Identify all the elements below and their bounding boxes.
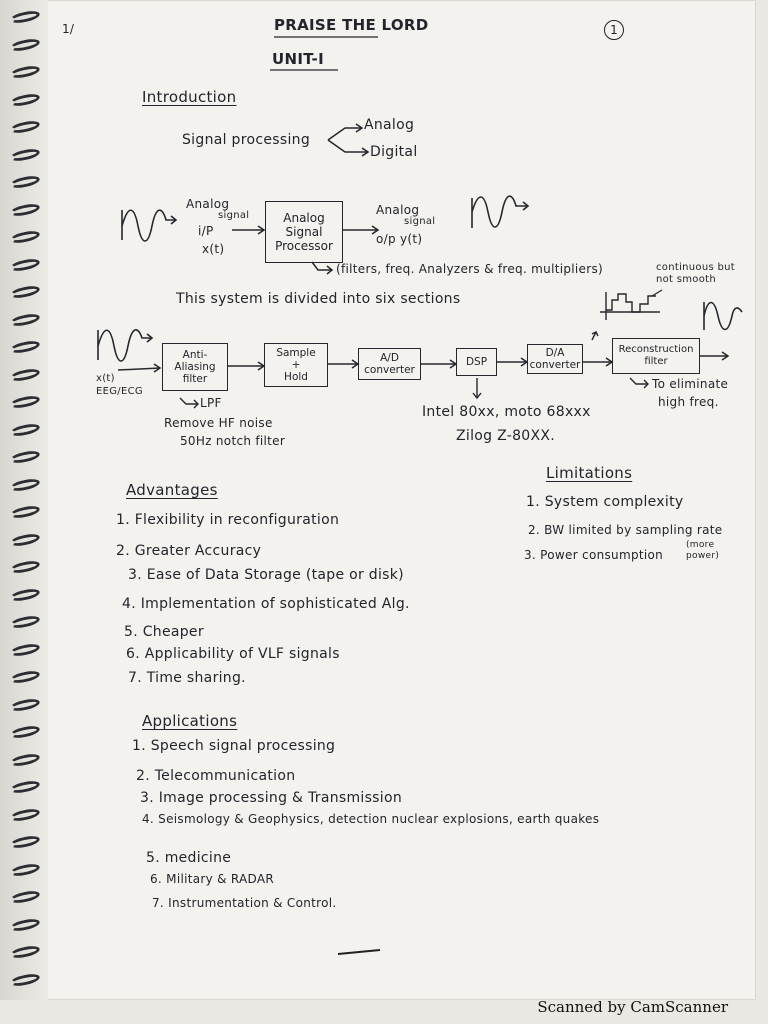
spiral-ring xyxy=(9,421,40,437)
spiral-ring xyxy=(9,751,40,767)
spiral-ring xyxy=(9,586,40,602)
limitation-item: 1. System complexity xyxy=(526,494,684,510)
chain-input-label: x(t) EEG/ECG xyxy=(96,373,143,397)
scanner-watermark: Scanned by CamScanner xyxy=(537,998,728,1016)
advantage-item: 3. Ease of Data Storage (tape or disk) xyxy=(128,567,404,583)
analog-output-label-3: o/p y(t) xyxy=(376,232,423,246)
lpf-note: LPF xyxy=(200,396,222,410)
power-note: (more power) xyxy=(686,540,720,561)
signal-processing-label: Signal processing xyxy=(182,132,311,148)
application-item: 7. Instrumentation & Control. xyxy=(152,896,337,910)
limitation-item: 2. BW limited by sampling rate xyxy=(528,523,723,537)
spiral-ring xyxy=(9,559,40,575)
ad-converter-block: A/D converter xyxy=(358,348,421,380)
processor-note-1: Intel 80xx, moto 68xxx xyxy=(422,404,591,420)
application-item: 3. Image processing & Transmission xyxy=(140,790,403,806)
application-item: 5. medicine xyxy=(146,850,232,866)
spiral-ring xyxy=(9,311,40,327)
spiral-ring xyxy=(9,834,40,850)
spiral-ring xyxy=(9,889,40,905)
spiral-ring xyxy=(9,256,40,272)
unit-heading: UNIT-I xyxy=(272,50,324,68)
remove-hf-note: Remove HF noise xyxy=(164,416,273,430)
spiral-ring xyxy=(9,449,40,465)
advantage-item: 4. Implementation of sophisticated Alg. xyxy=(122,596,410,612)
corner-mark: 1/ xyxy=(62,22,75,36)
application-item: 2. Telecommunication xyxy=(136,768,296,784)
application-item: 4. Seismology & Geophysics, detection nuclear explosions, earth quakes xyxy=(142,812,600,826)
spiral-ring xyxy=(9,201,40,217)
analog-output-label-2: signal xyxy=(404,216,436,227)
analog-processor-note: (filters, freq. Analyzers & freq. multipliers) xyxy=(336,262,603,276)
analog-output-label-1: Analog xyxy=(376,203,420,217)
spiral-ring xyxy=(9,9,40,25)
advantage-item: 7. Time sharing. xyxy=(128,670,246,686)
notch-filter-note: 50Hz notch filter xyxy=(180,434,286,448)
continuous-note: continuous but not smooth xyxy=(656,262,735,285)
spiral-ring xyxy=(9,229,40,245)
analog-input-label-1: Analog xyxy=(186,197,230,211)
spiral-ring xyxy=(9,64,40,80)
analog-input-label-4: x(t) xyxy=(202,242,225,256)
spiral-ring xyxy=(9,696,40,712)
advantage-item: 2. Greater Accuracy xyxy=(116,543,262,559)
limitations-heading: Limitations xyxy=(546,464,633,482)
applications-heading: Applications xyxy=(142,712,238,730)
spiral-ring xyxy=(9,284,40,300)
anti-aliasing-filter-block: Anti- Aliasing filter xyxy=(162,343,228,391)
digital-branch-label: Digital xyxy=(370,144,418,160)
advantage-item: 5. Cheaper xyxy=(124,624,204,640)
spiral-ring xyxy=(9,944,40,960)
analog-signal-processor-box: Analog Signal Processor xyxy=(265,201,343,263)
spiral-ring xyxy=(9,806,40,822)
advantages-heading: Advantages xyxy=(126,481,218,499)
spiral-ring xyxy=(9,531,40,547)
spiral-ring xyxy=(9,504,40,520)
application-item: 6. Military & RADAR xyxy=(150,872,275,886)
spiral-ring xyxy=(9,476,40,492)
spiral-ring xyxy=(9,641,40,657)
spiral-ring xyxy=(9,174,40,190)
spiral-ring xyxy=(9,146,40,162)
limitation-item: 3. Power consumption xyxy=(524,548,664,562)
processor-note-2: Zilog Z-80XX. xyxy=(456,428,556,444)
spiral-ring xyxy=(9,971,40,987)
recon-note-1: To eliminate xyxy=(652,377,729,391)
advantage-item: 6. Applicability of VLF signals xyxy=(126,646,340,662)
spiral-ring xyxy=(9,724,40,740)
spiral-ring xyxy=(9,394,40,410)
spiral-ring xyxy=(9,861,40,877)
sample-hold-block: Sample + Hold xyxy=(264,343,328,387)
spiral-ring xyxy=(9,339,40,355)
analog-input-label-2: signal xyxy=(218,210,250,221)
reconstruction-filter-block: Reconstruction filter xyxy=(612,338,700,374)
spiral-ring xyxy=(9,916,40,932)
da-converter-block: D/A converter xyxy=(527,344,583,374)
spiral-binding xyxy=(0,0,48,1000)
spiral-ring xyxy=(9,366,40,382)
spiral-ring xyxy=(9,119,40,135)
spiral-ring xyxy=(9,91,40,107)
spiral-ring xyxy=(9,779,40,795)
sections-text: This system is divided into six sections xyxy=(176,291,461,307)
recon-note-2: high freq. xyxy=(658,395,719,409)
analog-branch-label: Analog xyxy=(364,117,415,133)
page-number: 1 xyxy=(604,20,624,40)
page-title: PRAISE THE LORD xyxy=(274,16,429,34)
spiral-ring xyxy=(9,36,40,52)
introduction-heading: Introduction xyxy=(142,88,237,106)
spiral-ring xyxy=(9,614,40,630)
dsp-block: DSP xyxy=(456,348,497,376)
application-item: 1. Speech signal processing xyxy=(132,738,336,754)
analog-input-label-3: i/P xyxy=(198,224,214,238)
spiral-ring xyxy=(9,669,40,685)
advantage-item: 1. Flexibility in reconfiguration xyxy=(116,512,340,528)
